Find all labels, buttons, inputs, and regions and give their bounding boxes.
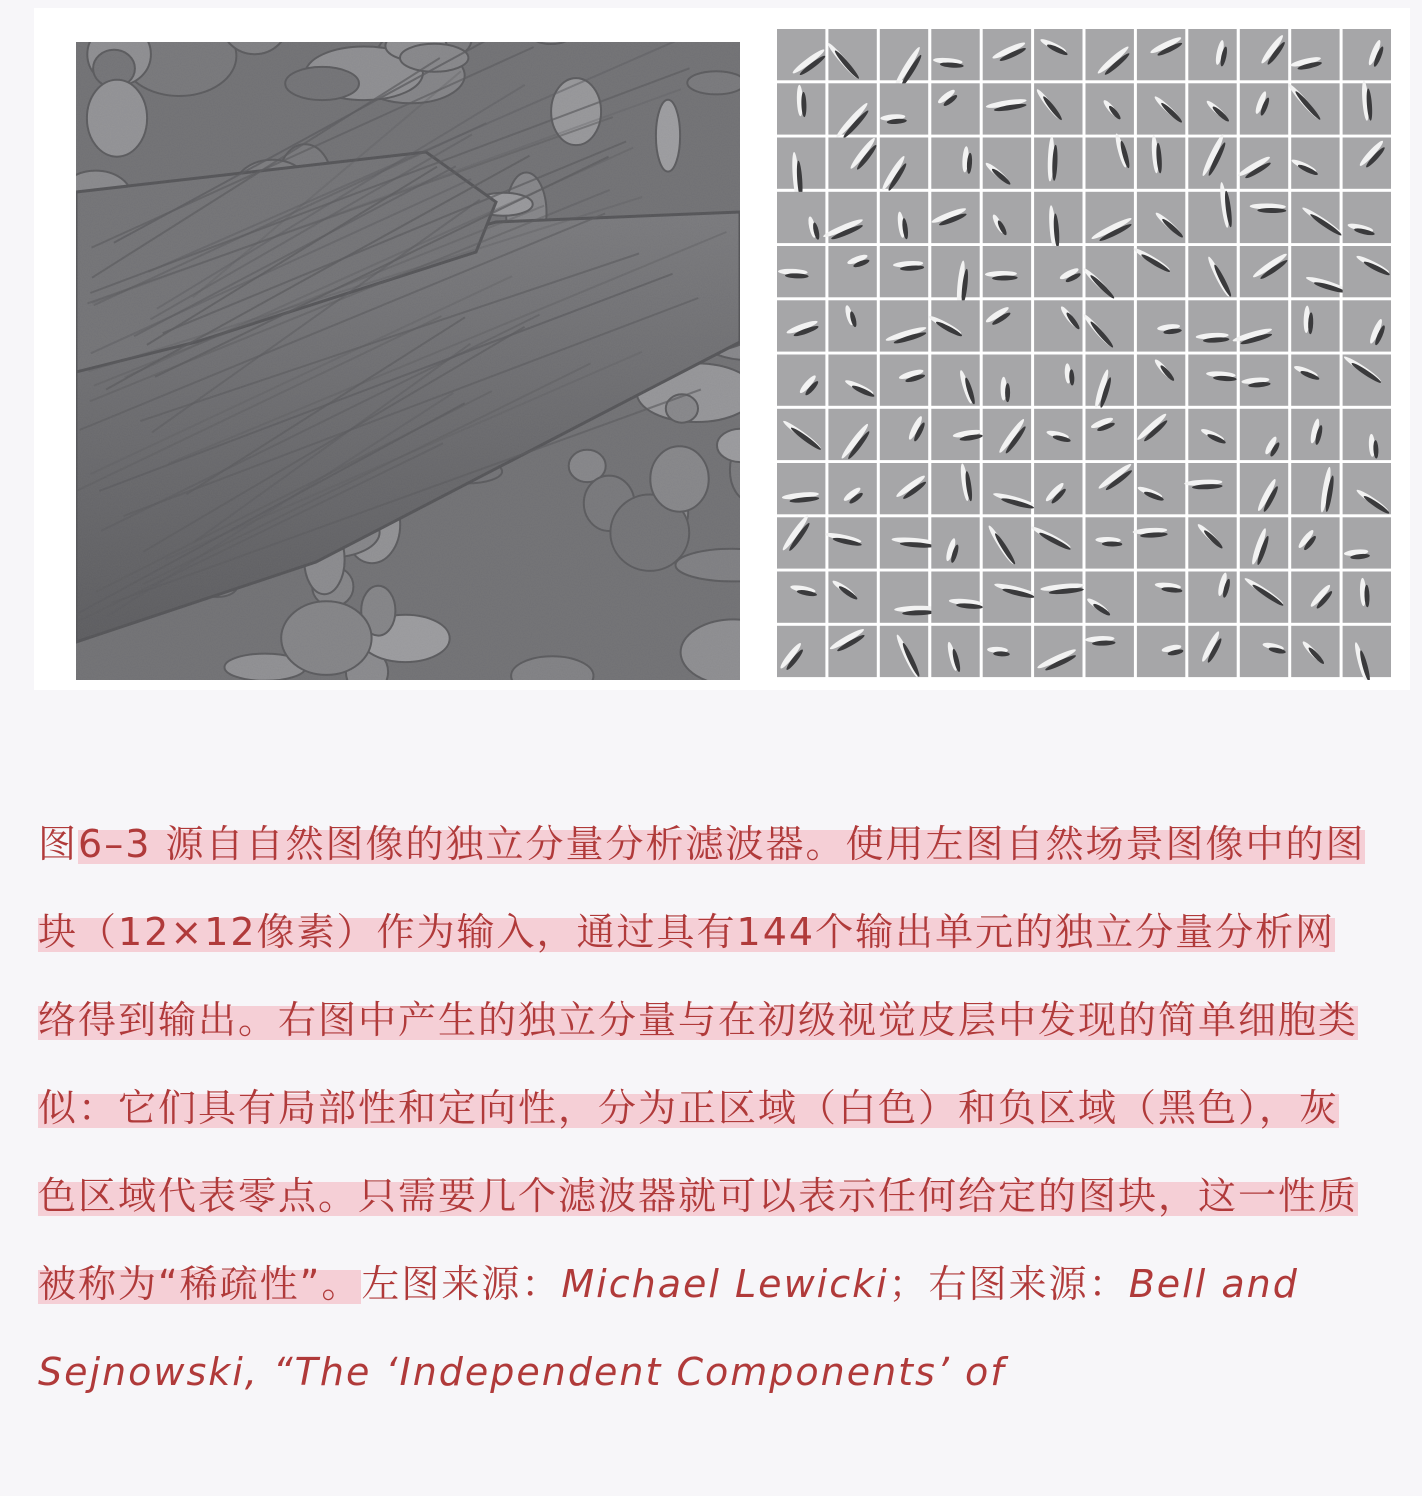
filter-cell <box>1240 572 1288 623</box>
filter-cell <box>983 517 1031 568</box>
filter-cell <box>1188 517 1236 568</box>
filter-cell <box>777 192 825 243</box>
filter-cell <box>1034 572 1084 623</box>
filter-cell <box>1343 517 1391 568</box>
filter-cell <box>880 626 928 678</box>
filter-cell <box>1188 409 1236 460</box>
filter-cell <box>880 29 928 88</box>
filter-cell <box>1188 29 1236 80</box>
caption-prefix: 图 <box>38 822 79 866</box>
filter-cell <box>1343 572 1391 623</box>
filter-cell <box>983 300 1031 351</box>
filter-cell <box>777 300 825 351</box>
filter-cell <box>1086 83 1134 134</box>
filter-cell <box>777 355 825 406</box>
filter-cell <box>1240 355 1288 406</box>
filter-cell <box>828 572 876 623</box>
filter-cell <box>1132 246 1185 297</box>
filter-cell <box>1240 409 1288 460</box>
filter-cell <box>983 463 1035 514</box>
filter-cell <box>1034 192 1082 249</box>
filter-cell <box>1240 29 1288 80</box>
filter-cell <box>1343 192 1391 243</box>
filter-cell <box>777 626 825 677</box>
ica-filter-grid <box>774 26 1394 680</box>
filter-cell <box>1034 463 1082 514</box>
filter-cell <box>931 83 979 134</box>
filter-cell <box>1137 300 1185 351</box>
filter-cell <box>1188 626 1236 677</box>
filter-cell <box>826 29 877 80</box>
filter-cell <box>1188 246 1236 298</box>
filter-cell <box>880 355 928 406</box>
filter-cell <box>983 192 1031 243</box>
filter-cell <box>1290 29 1340 80</box>
filter-cell <box>828 83 876 139</box>
filter-cell <box>1343 246 1391 297</box>
natural-scene-photo <box>76 42 740 680</box>
filter-cell <box>1137 355 1185 406</box>
filter-cell <box>1137 83 1185 134</box>
figure-panel <box>34 8 1410 690</box>
filter-cell <box>1034 626 1082 677</box>
filter-cell <box>983 409 1031 460</box>
filter-cell <box>1291 192 1343 243</box>
filter-cell <box>1343 626 1391 680</box>
filter-cell <box>1086 462 1134 515</box>
filter-cell <box>1240 463 1288 514</box>
filter-cell <box>1184 463 1237 514</box>
filter-cell <box>828 409 876 461</box>
filter-cell <box>983 246 1031 297</box>
filter-cell <box>1086 409 1134 460</box>
filter-cell <box>931 246 979 304</box>
filter-cell <box>1034 136 1082 189</box>
filter-cell <box>983 138 1031 189</box>
filter-cell <box>828 136 878 189</box>
filter-cell <box>931 626 979 677</box>
filter-cell <box>880 192 928 243</box>
filter-cell <box>1343 463 1391 515</box>
filter-cell <box>931 138 979 189</box>
filter-cell <box>828 626 876 677</box>
filter-cell <box>777 83 825 134</box>
filter-cell <box>1188 355 1237 406</box>
filter-cell <box>880 463 928 514</box>
caption-highlighted-text: 6–3 源自自然图像的独立分量分析滤波器。使用左图自然场景图像中的图块（12×12像素）作为输入，通过具有144个输出单元的独立分量分析网络得到输出。右图中产生的独立分量与在初级视觉皮层中发现的简单细胞类似：它们具有局部性和定向性，分为正区域（白色）和负区域（黑色），灰色区域代表零点。只需要几个滤波器就可以表示任何给定的图块，这一性质被称为“稀疏性”。 <box>38 822 1366 1306</box>
filter-cell <box>1085 626 1134 677</box>
source-right: Bell and Sejnowski, “The ‘Independent Components’ of <box>38 1262 1299 1394</box>
filter-cell <box>931 355 979 406</box>
filter-cell <box>1086 192 1134 243</box>
filter-cell <box>1081 246 1133 300</box>
filter-cell <box>983 355 1031 406</box>
filter-cell <box>1135 409 1185 460</box>
filter-cell <box>1343 300 1391 351</box>
filter-cell <box>828 463 876 514</box>
filter-cell <box>983 626 1031 677</box>
filter-cell <box>1290 138 1339 189</box>
figure-caption <box>38 800 1374 1416</box>
filter-cell <box>880 300 928 351</box>
filter-cell <box>1188 300 1236 351</box>
filter-cell <box>1343 80 1391 134</box>
filter-cell <box>1291 246 1346 297</box>
filter-cell <box>828 300 876 351</box>
filter-cell <box>1137 192 1185 243</box>
filter-cell <box>1082 300 1134 351</box>
filter-cell <box>1291 517 1339 568</box>
filter-cell <box>1237 138 1289 189</box>
filter-cell <box>1291 626 1339 677</box>
filter-cell <box>1086 355 1134 409</box>
filter-cell <box>931 409 983 460</box>
filter-cell <box>1291 409 1339 460</box>
filter-cell <box>822 192 877 243</box>
source-right-label: 右图来源： <box>928 1262 1129 1306</box>
filter-cell <box>1086 29 1134 80</box>
filter-cell <box>1240 83 1288 134</box>
filter-cell <box>1240 246 1289 297</box>
filter-cell <box>824 517 876 568</box>
filter-cell <box>1291 355 1339 406</box>
filter-cell <box>983 83 1031 134</box>
filter-cell <box>1286 82 1339 135</box>
filter-cell <box>1137 626 1185 677</box>
filter-cell <box>828 246 876 297</box>
filter-cell <box>1232 300 1288 351</box>
source-separator: ； <box>888 1262 929 1306</box>
filter-cell <box>1240 517 1288 568</box>
filter-cell <box>777 572 825 623</box>
filter-cell <box>927 300 979 351</box>
filter-cell <box>983 572 1036 623</box>
filter-cell <box>1137 463 1186 514</box>
filter-cell <box>880 246 928 297</box>
filter-cell <box>1086 517 1134 568</box>
filter-cell <box>1034 246 1082 297</box>
filter-cell <box>931 572 983 623</box>
filter-cell <box>1034 83 1082 134</box>
filter-cell <box>1030 517 1083 568</box>
filter-cell <box>1034 300 1082 351</box>
filter-cell <box>880 572 935 623</box>
filter-cell <box>1034 29 1082 80</box>
filter-cell <box>880 517 935 568</box>
filter-cell <box>880 409 928 460</box>
filter-cell <box>1137 572 1185 623</box>
filter-cell <box>1343 29 1391 80</box>
filter-cell <box>1343 409 1391 460</box>
filter-cell <box>930 192 979 243</box>
filter-cell <box>931 463 979 514</box>
filter-cell <box>1291 300 1339 351</box>
filter-cell <box>1086 572 1134 623</box>
filter-cell <box>777 409 825 460</box>
filter-cell <box>1343 138 1391 189</box>
source-left: Michael Lewicki <box>561 1262 889 1306</box>
filter-cell <box>880 138 928 192</box>
filter-cell <box>1132 517 1185 568</box>
filter-cell <box>777 463 825 514</box>
filter-cell <box>828 355 876 406</box>
filter-cell <box>1034 355 1082 406</box>
filter-cell <box>1291 463 1339 514</box>
source-left-label: 左图来源： <box>361 1262 562 1306</box>
filter-cell <box>931 29 979 80</box>
filter-cell <box>1086 133 1134 189</box>
filter-cell <box>983 29 1031 80</box>
filter-cell <box>1342 354 1391 406</box>
filter-cell <box>1188 83 1236 134</box>
filter-cell <box>1034 409 1082 460</box>
filter-cell <box>1240 626 1288 677</box>
filter-cell <box>777 29 827 80</box>
filter-cell <box>1291 572 1339 623</box>
filter-cell <box>1137 135 1185 189</box>
filter-cell <box>777 246 825 297</box>
filter-cell <box>1188 133 1236 189</box>
filter-cell <box>1188 572 1236 623</box>
filter-cell <box>1240 192 1288 243</box>
filter-cell <box>1137 29 1185 80</box>
filter-cell <box>777 514 825 569</box>
filter-cell <box>931 517 979 568</box>
filter-cell <box>880 83 928 134</box>
